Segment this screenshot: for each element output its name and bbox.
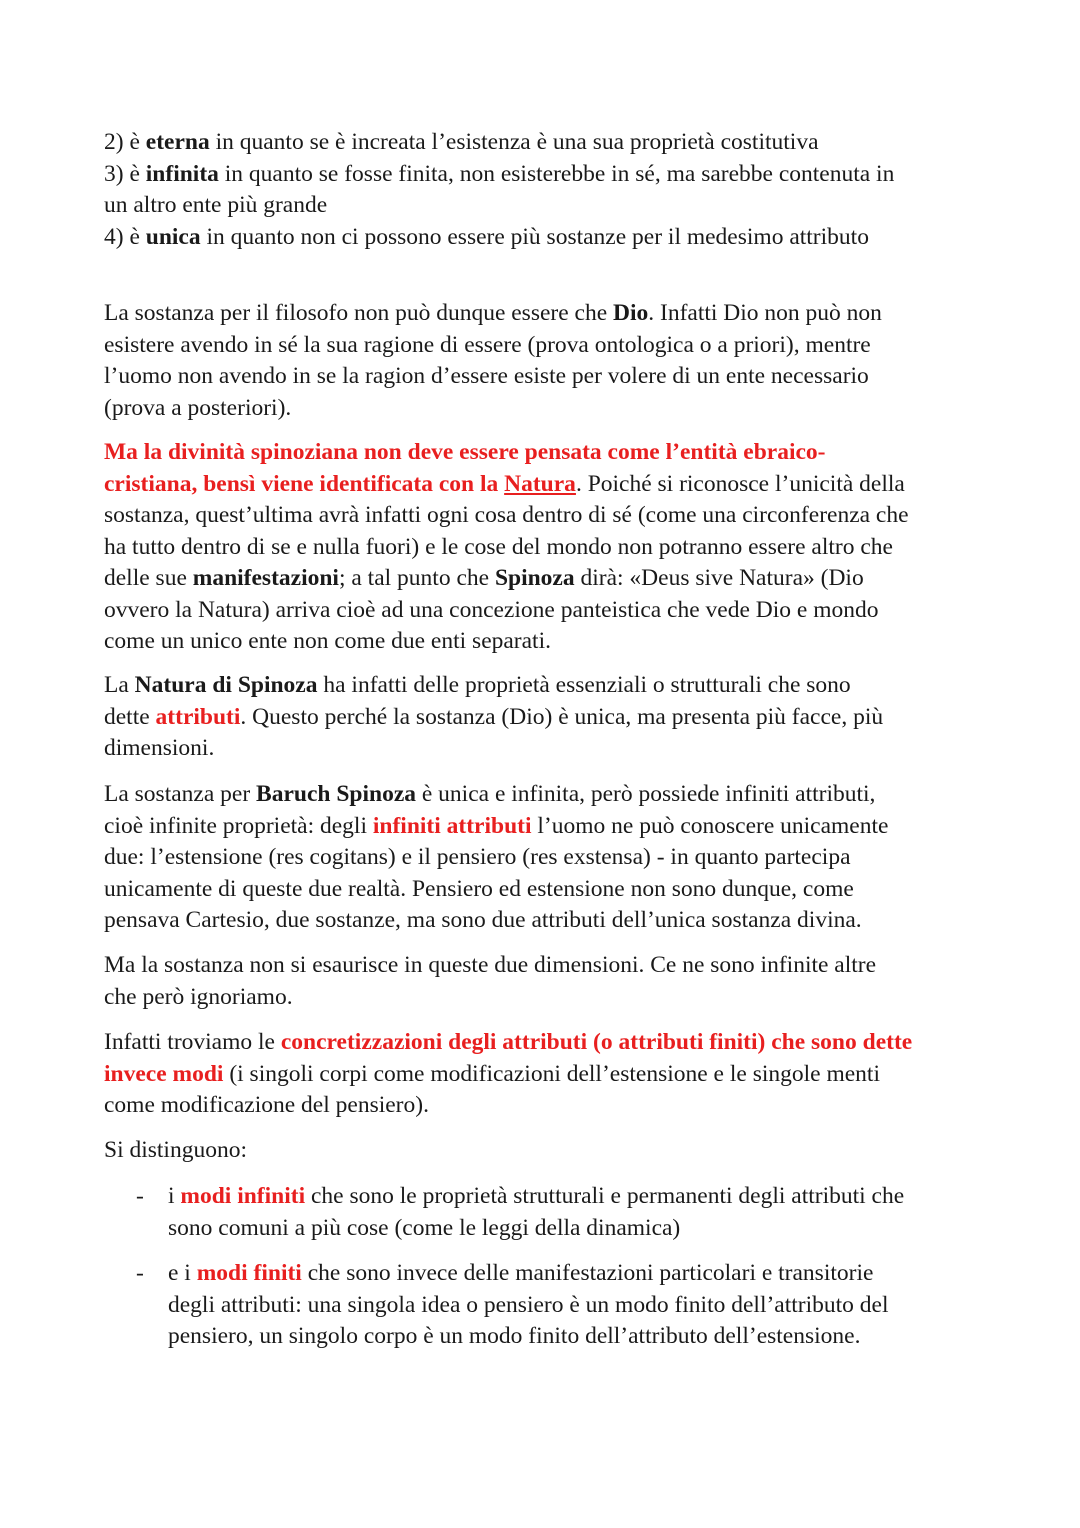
list-item-unica [104,222,984,254]
keyword-attributi: attributi [155,703,241,730]
keyword-natura-di-spinoza: Natura di Spinoza [134,672,318,698]
text-line: pensava Cartesio, due sostanze, ma sono due attributi dell’unica sostanza divina. [104,907,862,933]
keyword-spinoza: Spinoza [494,565,575,591]
highlight-run: cristiana, bensì viene identificata con la [104,470,505,497]
keyword-modi-infiniti: modi infiniti [180,1183,306,1209]
list-item-eterna [104,127,984,159]
list-bullet: - [136,1260,144,1286]
text-run: dirà: «Deus sive Natura» (Dio [574,565,864,591]
text-line: l’uomo non avendo in se la ragion d’essere esiste per volere di un ente necessario [104,363,869,389]
paragraph-natura [104,437,984,658]
text-run: l’uomo ne può conoscere unicamente [531,812,889,839]
list-text-continuation: un altro ente più grande [104,192,328,218]
paragraph-attributi [104,670,984,765]
list-number: 2) è [104,129,146,155]
text-line: pensiero, un singolo corpo è un modo finito dell’attributo dell’estensione. [168,1323,861,1349]
keyword-natura: Natura [504,470,576,497]
list-text: in quanto non ci possono essere più sostanze per il medesimo attributo [200,223,869,250]
highlight-run: concretizzazioni degli attributi (o attributi finiti) che sono dette [280,1029,913,1055]
text-line: Si distinguono: [104,1137,247,1163]
text-run: delle sue [104,565,193,591]
text-line: Ma la sostanza non si esaurisce in queste due dimensioni. Ce ne sono infinite altre [104,952,877,978]
keyword-infiniti-attributi: infiniti attributi [372,812,532,839]
text-run: (i singoli corpi come modificazioni dell’estensione e le singole menti [223,1060,880,1087]
keyword-dio: Dio [613,300,649,326]
text-run: i [168,1183,181,1209]
text-line: esistere avendo in sé la sua ragione di essere (prova ontologica o a priori), mentre [104,331,871,358]
text-run: che sono invece delle manifestazioni particolari e transitorie [301,1260,874,1286]
keyword-baruch-spinoza: Baruch Spinoza [256,781,416,807]
text-run: Infatti troviamo le [104,1029,281,1055]
text-line: ha tutto dentro di se e nulla fuori) e le cose del mondo non potranno essere altro che [104,533,893,560]
paragraph-modi [104,1027,984,1122]
paragraph-dimensioni [104,950,984,1013]
text-line: unicamente di queste due realtà. Pensiero ed estensione non sono dunque, come [104,875,854,902]
keyword-modi: invece modi [104,1060,224,1087]
substance-properties-list [104,127,984,253]
text-run: La [104,672,135,698]
text-run: e i [168,1260,197,1286]
list-bullet: - [136,1183,144,1209]
text-run: . Poiché si riconosce l’unicità della [575,470,905,497]
text-line: sostanza, quest’ultima avrà infatti ogni cosa dentro di sé (come una circonferenza che [104,502,909,528]
text-run: . Questo perché la sostanza (Dio) è unica, ma presenta più facce, più [240,703,884,730]
text-line: che però ignoriamo. [104,983,293,1010]
list-keyword: infinita [145,160,219,187]
text-line: (prova a posteriori). [104,394,292,421]
keyword-manifestazioni: manifestazioni [192,565,339,591]
text-run: ha infatti delle proprietà essenziali o strutturali che sono [317,672,851,698]
keyword-modi-finiti: modi finiti [196,1260,302,1286]
paragraph-si-distinguono [104,1135,984,1167]
list-number: 4) è [104,223,146,250]
paragraph-dio [104,298,984,424]
text-run: ; a tal punto che [338,565,495,591]
list-text: in quanto se fosse finita, non esisterebbe in sé, ma sarebbe contenuta in [218,160,895,187]
list-keyword: eterna [145,129,210,155]
text-line: come modificazione del pensiero). [104,1092,429,1118]
text-run: che sono le proprietà strutturali e permanenti degli attributi che [305,1183,905,1209]
list-item-infinita [104,159,984,191]
text-line: come un unico ente non come due enti separati. [104,628,551,654]
list-text: in quanto se è increata l’esistenza è una sua proprietà costitutiva [209,129,819,155]
list-keyword: unica [145,223,201,250]
text-run: La sostanza per [104,781,257,807]
text-run: cioè infinite proprietà: degli [104,812,373,839]
list-number: 3) è [104,160,146,187]
highlight-line: Ma la divinità spinoziana non deve essere pensata come l’entità ebraico- [104,439,826,465]
text-line: sono comuni a più cose (come le leggi della dinamica) [168,1214,681,1241]
text-run: è unica e infinita, però possiede infiniti attributi, [416,781,876,807]
text-run: . Infatti Dio non può non [648,300,882,326]
text-line: dimensioni. [104,735,215,761]
paragraph-baruch-spinoza [104,779,984,937]
text-run: dette [104,703,156,730]
text-run: La sostanza per il filosofo non può dunque essere che [104,300,614,326]
text-line: due: l’estensione (res cogitans) e il pensiero (res exstensa) - in quanto partecipa [104,844,851,870]
text-line: ovvero la Natura) arriva cioè ad una concezione panteistica che vede Dio e mondo [104,596,879,623]
text-line: degli attributi: una singola idea o pensiero è un modo finito dell’attributo del [168,1291,889,1318]
